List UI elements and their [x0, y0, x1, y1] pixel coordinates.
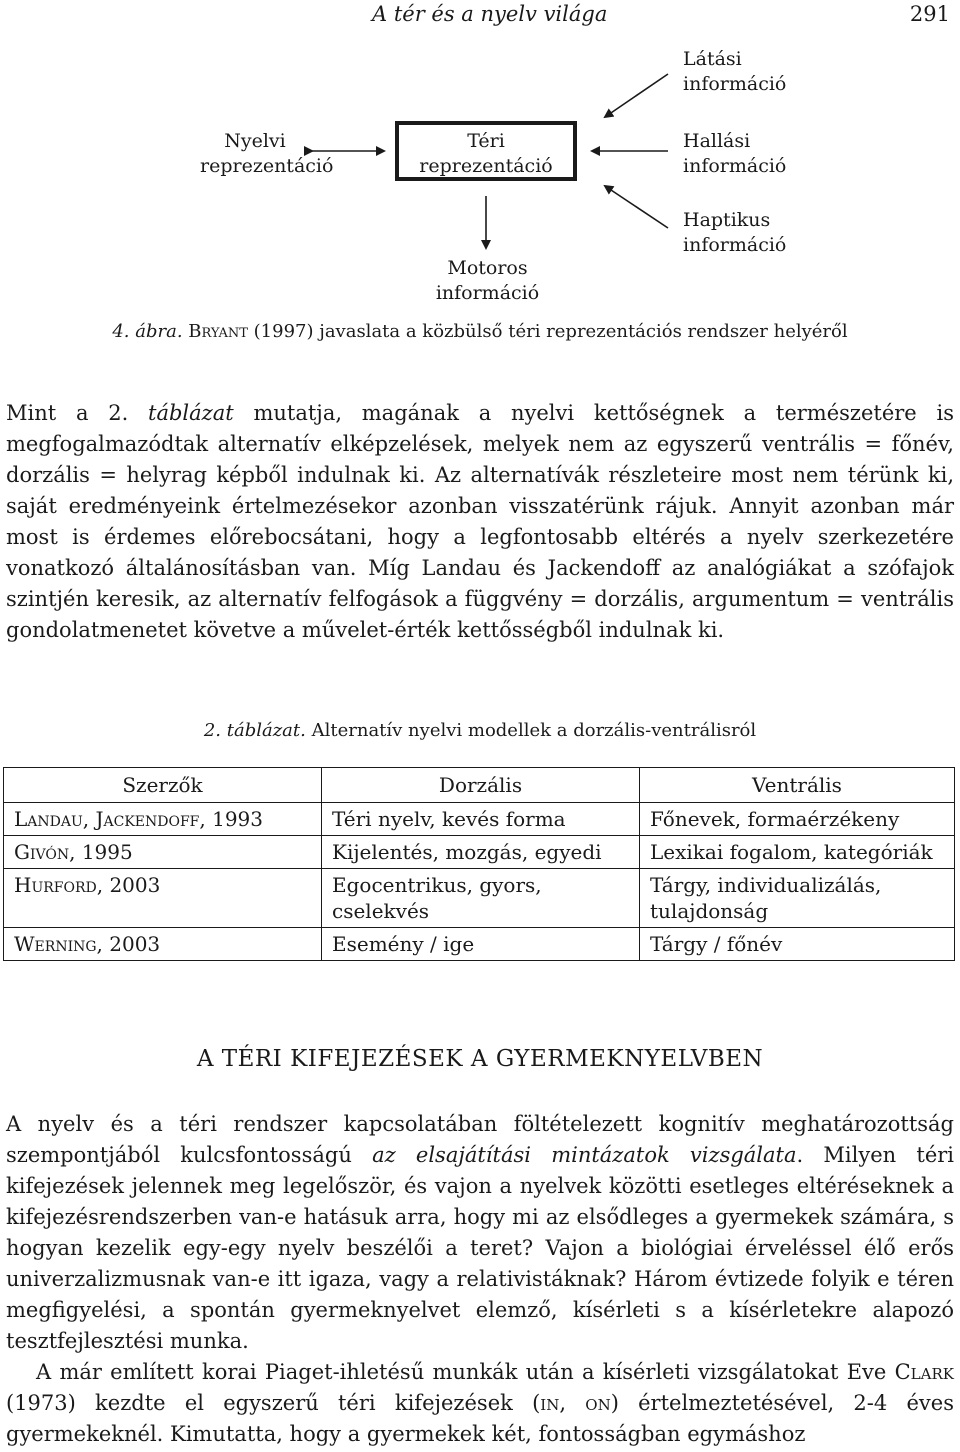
table-cell-author: Hurford, 2003 [4, 869, 322, 928]
para2-lead: A nyelv és a téri rendszer kapcsolatában föltételezett kognitív meghatározottság szempontjából kulcsfontosságú [6, 1112, 954, 1167]
table-caption-label: 2. táblázat. [203, 720, 306, 741]
body-paragraph-3 [6, 1357, 954, 1450]
figure-caption [0, 321, 960, 342]
table-row [4, 803, 955, 836]
table-row [4, 836, 955, 869]
figure-caption-text: (1997) javaslata a közbülső téri reprezentációs rendszer helyéről [253, 321, 848, 342]
table-cell: Tárgy / főnév [640, 928, 955, 961]
running-title: A tér és a nyelv világa [372, 2, 608, 26]
table-caption [0, 720, 960, 741]
para3-c: , [559, 1391, 567, 1415]
table-cell: Lexikai fogalom, kategóriák [640, 836, 955, 869]
table-cell: Kijelentés, mozgás, egyedi [322, 836, 640, 869]
table-header-cell: Szerzők [4, 768, 322, 803]
table-row [4, 928, 955, 961]
page-number: 291 [909, 2, 950, 26]
para1-lead: Mint a 2. [6, 401, 129, 425]
arrow-from-haptic [605, 186, 668, 228]
body-paragraph-1 [6, 398, 954, 646]
table-row [4, 869, 955, 928]
haptic-information-label: Haptikus információ [683, 209, 787, 256]
table-header-cell: Ventrális [640, 768, 955, 803]
motor-information-label: Motoros információ [435, 257, 540, 304]
auditory-information-label: Hallási információ [683, 130, 787, 177]
para3-author: Clark [894, 1360, 954, 1384]
table-cell: Téri nyelv, kevés forma [322, 803, 640, 836]
body-paragraph-2 [6, 1109, 954, 1357]
visual-information-label: Látási információ [683, 48, 787, 95]
table-cell: Tárgy, individualizálás, tulajdonság [640, 869, 955, 928]
para3-in: in [540, 1391, 560, 1415]
table-cell: Főnevek, formaérzékeny [640, 803, 955, 836]
section-heading: A TÉRI KIFEJEZÉSEK A GYERMEKNYELVBEN [196, 1046, 764, 1072]
para2-rest: . Milyen téri kifejezések jelennek meg legelőször, és vajon a nyelvek közötti esetleges eltéréseknek a kifejezésrendszerben van-e hatásuk arra, hogy mi az elsődleges a gyermekek számára, s hogyan kezelik egy-egy nyelv beszélői a teret? Vajon a biológiai érveléssel élő erős univerzalizmusnak van-e itt igaza, vagy a relativistáknak? Három évtizede folyik e téren megfigyelési, a spontán gyermeknyelvet elemző, kísérleti s a kísérletekre alapozó tesztfejlesztési munka. [6, 1143, 955, 1353]
table-header-cell: Dorzális [322, 768, 640, 803]
language-representation-label: Nyelvi reprezentáció [200, 130, 334, 177]
models-table [3, 767, 955, 961]
table-caption-text: Alternatív nyelvi modellek a dorzális-ventrálisról [311, 720, 757, 741]
para3-d: ) értelmeztetésével, 2-4 éves gyermekeknél. Kimutatta, hogy a gyermekek két, fontosságban egymáshoz [6, 1391, 954, 1446]
table-cell-author: Givón, 1995 [4, 836, 322, 869]
spatial-representation-label: Téri reprezentáció [419, 130, 553, 177]
para3-a: A már említett korai Piaget-ihletésű munkák után a kísérleti vizsgálatokat Eve [36, 1360, 887, 1384]
para1-italic: táblázat [148, 401, 234, 425]
para3-b: (1973) kezdte el egyszerű téri kifejezések ( [6, 1391, 541, 1415]
para3-on: on [585, 1391, 611, 1415]
table-header-row [4, 768, 955, 803]
arrow-from-visual [605, 74, 668, 117]
table-cell: Egocentrikus, gyors, cselekvés [322, 869, 640, 928]
table-cell: Esemény / ige [322, 928, 640, 961]
spatial-representation-box [395, 121, 577, 181]
figure-caption-author: Bryant [188, 321, 248, 342]
table-cell-author: Landau, Jackendoff, 1993 [4, 803, 322, 836]
table-cell-author: Werning, 2003 [4, 928, 322, 961]
para1-rest: mutatja, magának a nyelvi kettőségnek a természetére is megfogalmazódtak alternatív elképzelések, melyek nem az egyszerű ventrális = főnév, dorzális = helyrag képből indulnak ki. Az alternatívák részleteire most nem térünk ki, saját eredményeink értelmezésekor azonban visszatérünk rájuk. Annyit azonban már most is érdemes előrebocsátani, hogy a legfontosabb eltérés a nyelv szerkezetére vonatkozó általánosításban van. Míg Landau és Jackendoff az analógiákat a szófajok szintjén keresik, az alternatív felfogások a függvény = dorzális, argumentum = ventrális gondolatmenetet követve a művelet-érték kettősségből indulnak ki. [6, 401, 954, 642]
para2-italic: az elsajátítási mintázatok vizsgálata [372, 1143, 797, 1167]
figure-caption-label: 4. ábra. [112, 321, 183, 342]
